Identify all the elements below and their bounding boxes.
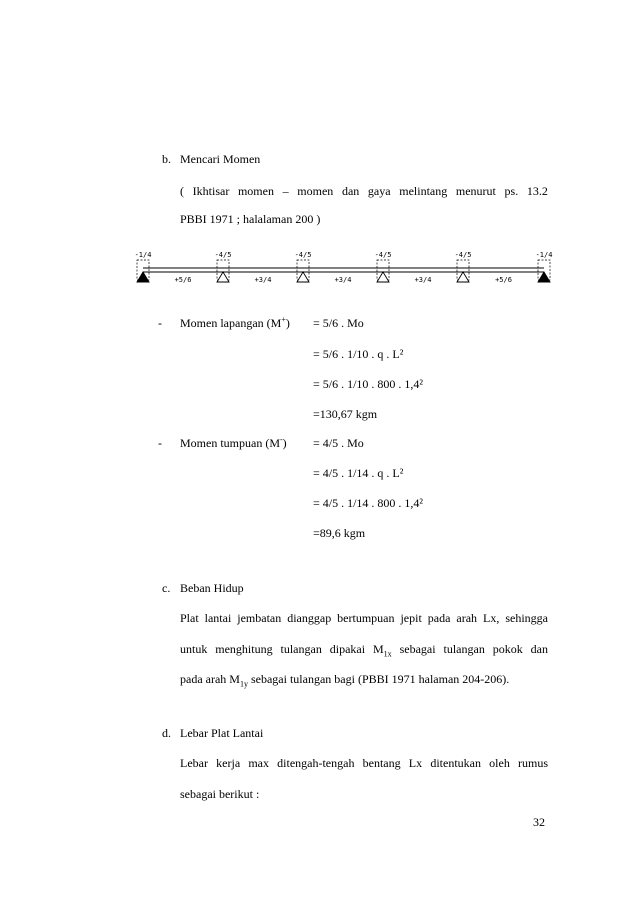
section-b-line1-word: Ikhtisar [192, 184, 230, 198]
span-moment-label: +3/4 [254, 276, 272, 284]
momen-lapangan-label: Momen lapangan (M+) [180, 315, 290, 330]
section-b-line1-word: dan [341, 184, 360, 198]
section-c-marker: c. [162, 581, 171, 595]
momen-tumpuan-label: Momen tumpuan (M-) [180, 435, 287, 450]
span-moment-label: +5/6 [495, 276, 512, 284]
section-b-marker: b. [162, 152, 171, 166]
beam-moment-diagram [130, 248, 560, 288]
section-b-line1-word: – [282, 184, 289, 198]
section-b-line1-word: 13.2 [526, 184, 548, 198]
momen-lapangan-eq-3: = 5/6 . 1/10 . 800 . 1,4² [313, 377, 424, 391]
momen-lapangan-bullet: - [158, 316, 162, 330]
support-moment-label: -1/4 [134, 251, 152, 259]
momen-tumpuan-eq-3: = 4/5 . 1/14 . 800 . 1,4² [313, 496, 424, 510]
span-moment-label: +3/4 [414, 276, 432, 284]
momen-lapangan-eq-1: = 5/6 . Mo [313, 316, 364, 330]
momen-tumpuan-eq-2: = 4/5 . 1/14 . q . L² [313, 466, 404, 480]
support-moment-label: -4/5 [294, 251, 312, 259]
support-moment-label: -4/5 [454, 251, 472, 259]
section-d-marker: d. [162, 726, 171, 740]
section-b-line1 [180, 184, 548, 198]
roller-support-icon [377, 272, 389, 282]
roller-support-icon [297, 272, 309, 282]
section-c-line1: Plat lantai jembatan dianggap bertumpuan jepit pada arah Lx, sehingga [180, 611, 548, 625]
section-d-line2: sebagai berikut : [180, 787, 260, 801]
support-moment-label: -1/4 [535, 251, 553, 259]
momen-tumpuan-result: =89,6 kgm [313, 526, 366, 540]
section-b-title: Mencari Momen [180, 152, 261, 166]
fixed-support-icon [538, 272, 550, 282]
support-moment-label: -4/5 [374, 251, 392, 259]
section-d-line1: Lebar kerja max ditengah-tengah bentang Lx ditentukan oleh rumus [180, 756, 548, 770]
roller-support-icon [217, 272, 229, 282]
section-b-line1-word: gaya [367, 184, 391, 198]
section-d-title: Lebar Plat Lantai [180, 726, 264, 740]
section-c-line3: pada arah $M_{1y}$ sebagai tulangan bagi (PBBI 1971 halaman 204-206). [180, 672, 510, 689]
span-moment-label: +5/6 [174, 276, 192, 284]
span-moment-label: +3/4 [334, 276, 352, 284]
section-b-line1-word: melintang [399, 184, 448, 198]
page-number: 32 [533, 815, 545, 829]
momen-lapangan-eq-2: = 5/6 . 1/10 . q . L² [313, 347, 404, 361]
section-b-line1-word: momen [237, 184, 274, 198]
section-c-line2: untuk menghitung tulangan dipakai $M_{1x}$ sebagai tulangan pokok dan [180, 642, 548, 659]
section-c-title: Beban Hidup [180, 581, 244, 595]
section-b-line1-word: momen [297, 184, 334, 198]
momen-lapangan-result: =130,67 kgm [313, 407, 378, 421]
support-moment-label: -4/5 [214, 251, 232, 259]
roller-support-icon [457, 272, 469, 282]
section-b-line1-word: ( [180, 184, 184, 198]
section-b-line1-word: ps. [504, 184, 519, 198]
momen-tumpuan-eq-1: = 4/5 . Mo [313, 436, 364, 450]
momen-tumpuan-bullet: - [158, 436, 162, 450]
section-b-line1-word: menurut [455, 184, 496, 198]
fixed-support-icon [137, 272, 149, 282]
section-b-line2: PBBI 1971 ; halalaman 200 ) [180, 212, 321, 226]
